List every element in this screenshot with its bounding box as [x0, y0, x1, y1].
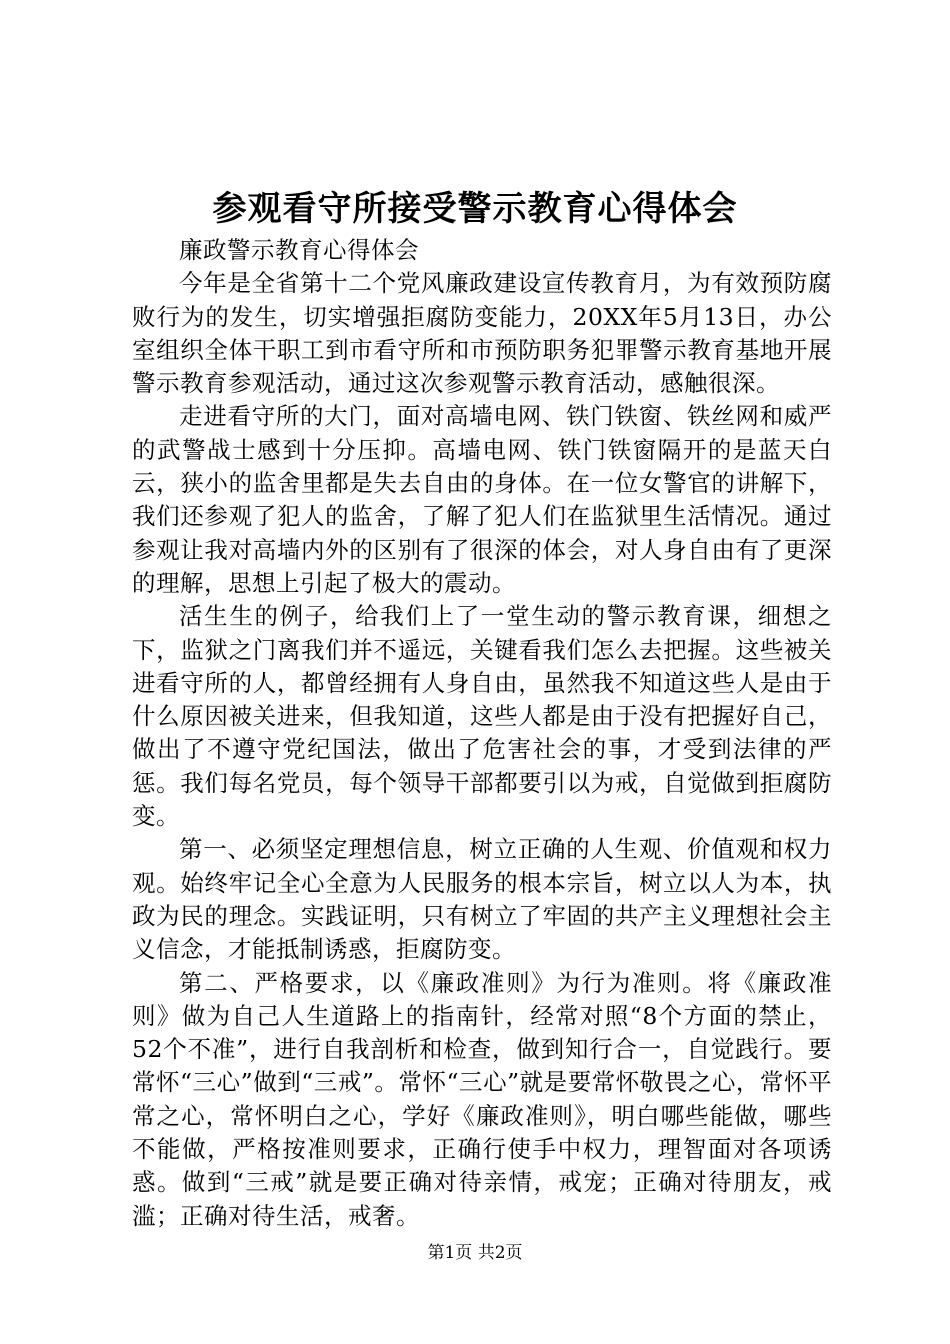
body-paragraph: 今年是全省第十二个党风廉政建设宣传教育月，为有效预防腐败行为的发生，切实增强拒腐防变能力，20XX年5月13日，办公室组织全体干职工到市看守所和市预防职务犯罪警示教育基地开展警示教育参观活动，通过这次参观警示教育活动，感触很深。: [132, 269, 832, 398]
document-body: [132, 234, 832, 1233]
subtitle-paragraph: 廉政警示教育心得体会: [179, 236, 419, 264]
document-title: 参观看守所接受警示教育心得体会: [212, 189, 738, 229]
body-paragraph: 走进看守所的大门，面对高墙电网、铁门铁窗、铁丝网和威严的武警战士感到十分压抑。高墙电网、铁门铁窗隔开的是蓝天白云，狭小的监舍里都是失去自由的身体。在一位女警官的讲解下，我们还参观了犯人的监舍，了解了犯人们在监狱里生活情况。通过参观让我对高墙内外的区别有了很深的体会，对人身自由有了更深的理解，思想上引起了极大的震动。: [132, 402, 832, 597]
page-footer: 第1页 共2页: [427, 1243, 523, 1263]
body-paragraph: 第一、必须坚定理想信息，树立正确的人生观、价值观和权力观。始终牢记全心全意为人民服务的根本宗旨，树立以人为本，执政为民的理念。实践证明，只有树立了牢固的共产主义理想社会主义信念，才能抵制诱惑，拒腐防变。: [132, 835, 832, 964]
body-paragraph: 第二、严格要求，以《廉政准则》为行为准则。将《廉政准则》做为自己人生道路上的指南针，经常对照“8个方面的禁止，52个不准”，进行自我剖析和检查，做到知行合一，自觉践行。要常怀“三心”做到“三戒”。常怀“三心”就是要常怀敬畏之心，常怀平常之心，常怀明白之心，学好《廉政准则》，明白哪些能做，哪些不能做，严格按准则要求，正确行使手中权力，理智面对各项诱惑。做到“三戒”就是要正确对待亲情，戒宠；正确对待朋友，戒滥；正确对待生活，戒奢。: [132, 968, 832, 1230]
body-paragraph: 活生生的例子，给我们上了一堂生动的警示教育课，细想之下，监狱之门离我们并不遥远，关键看我们怎么去把握。这些被关进看守所的人，都曾经拥有人身自由，虽然我不知道这些人是由于什么原因被关进来，但我知道，这些人都是由于没有把握好自己，做出了不遵守党纪国法，做出了危害社会的事，才受到法律的严惩。我们每名党员，每个领导干部都要引以为戒，自觉做到拒腐防变。: [132, 602, 832, 831]
